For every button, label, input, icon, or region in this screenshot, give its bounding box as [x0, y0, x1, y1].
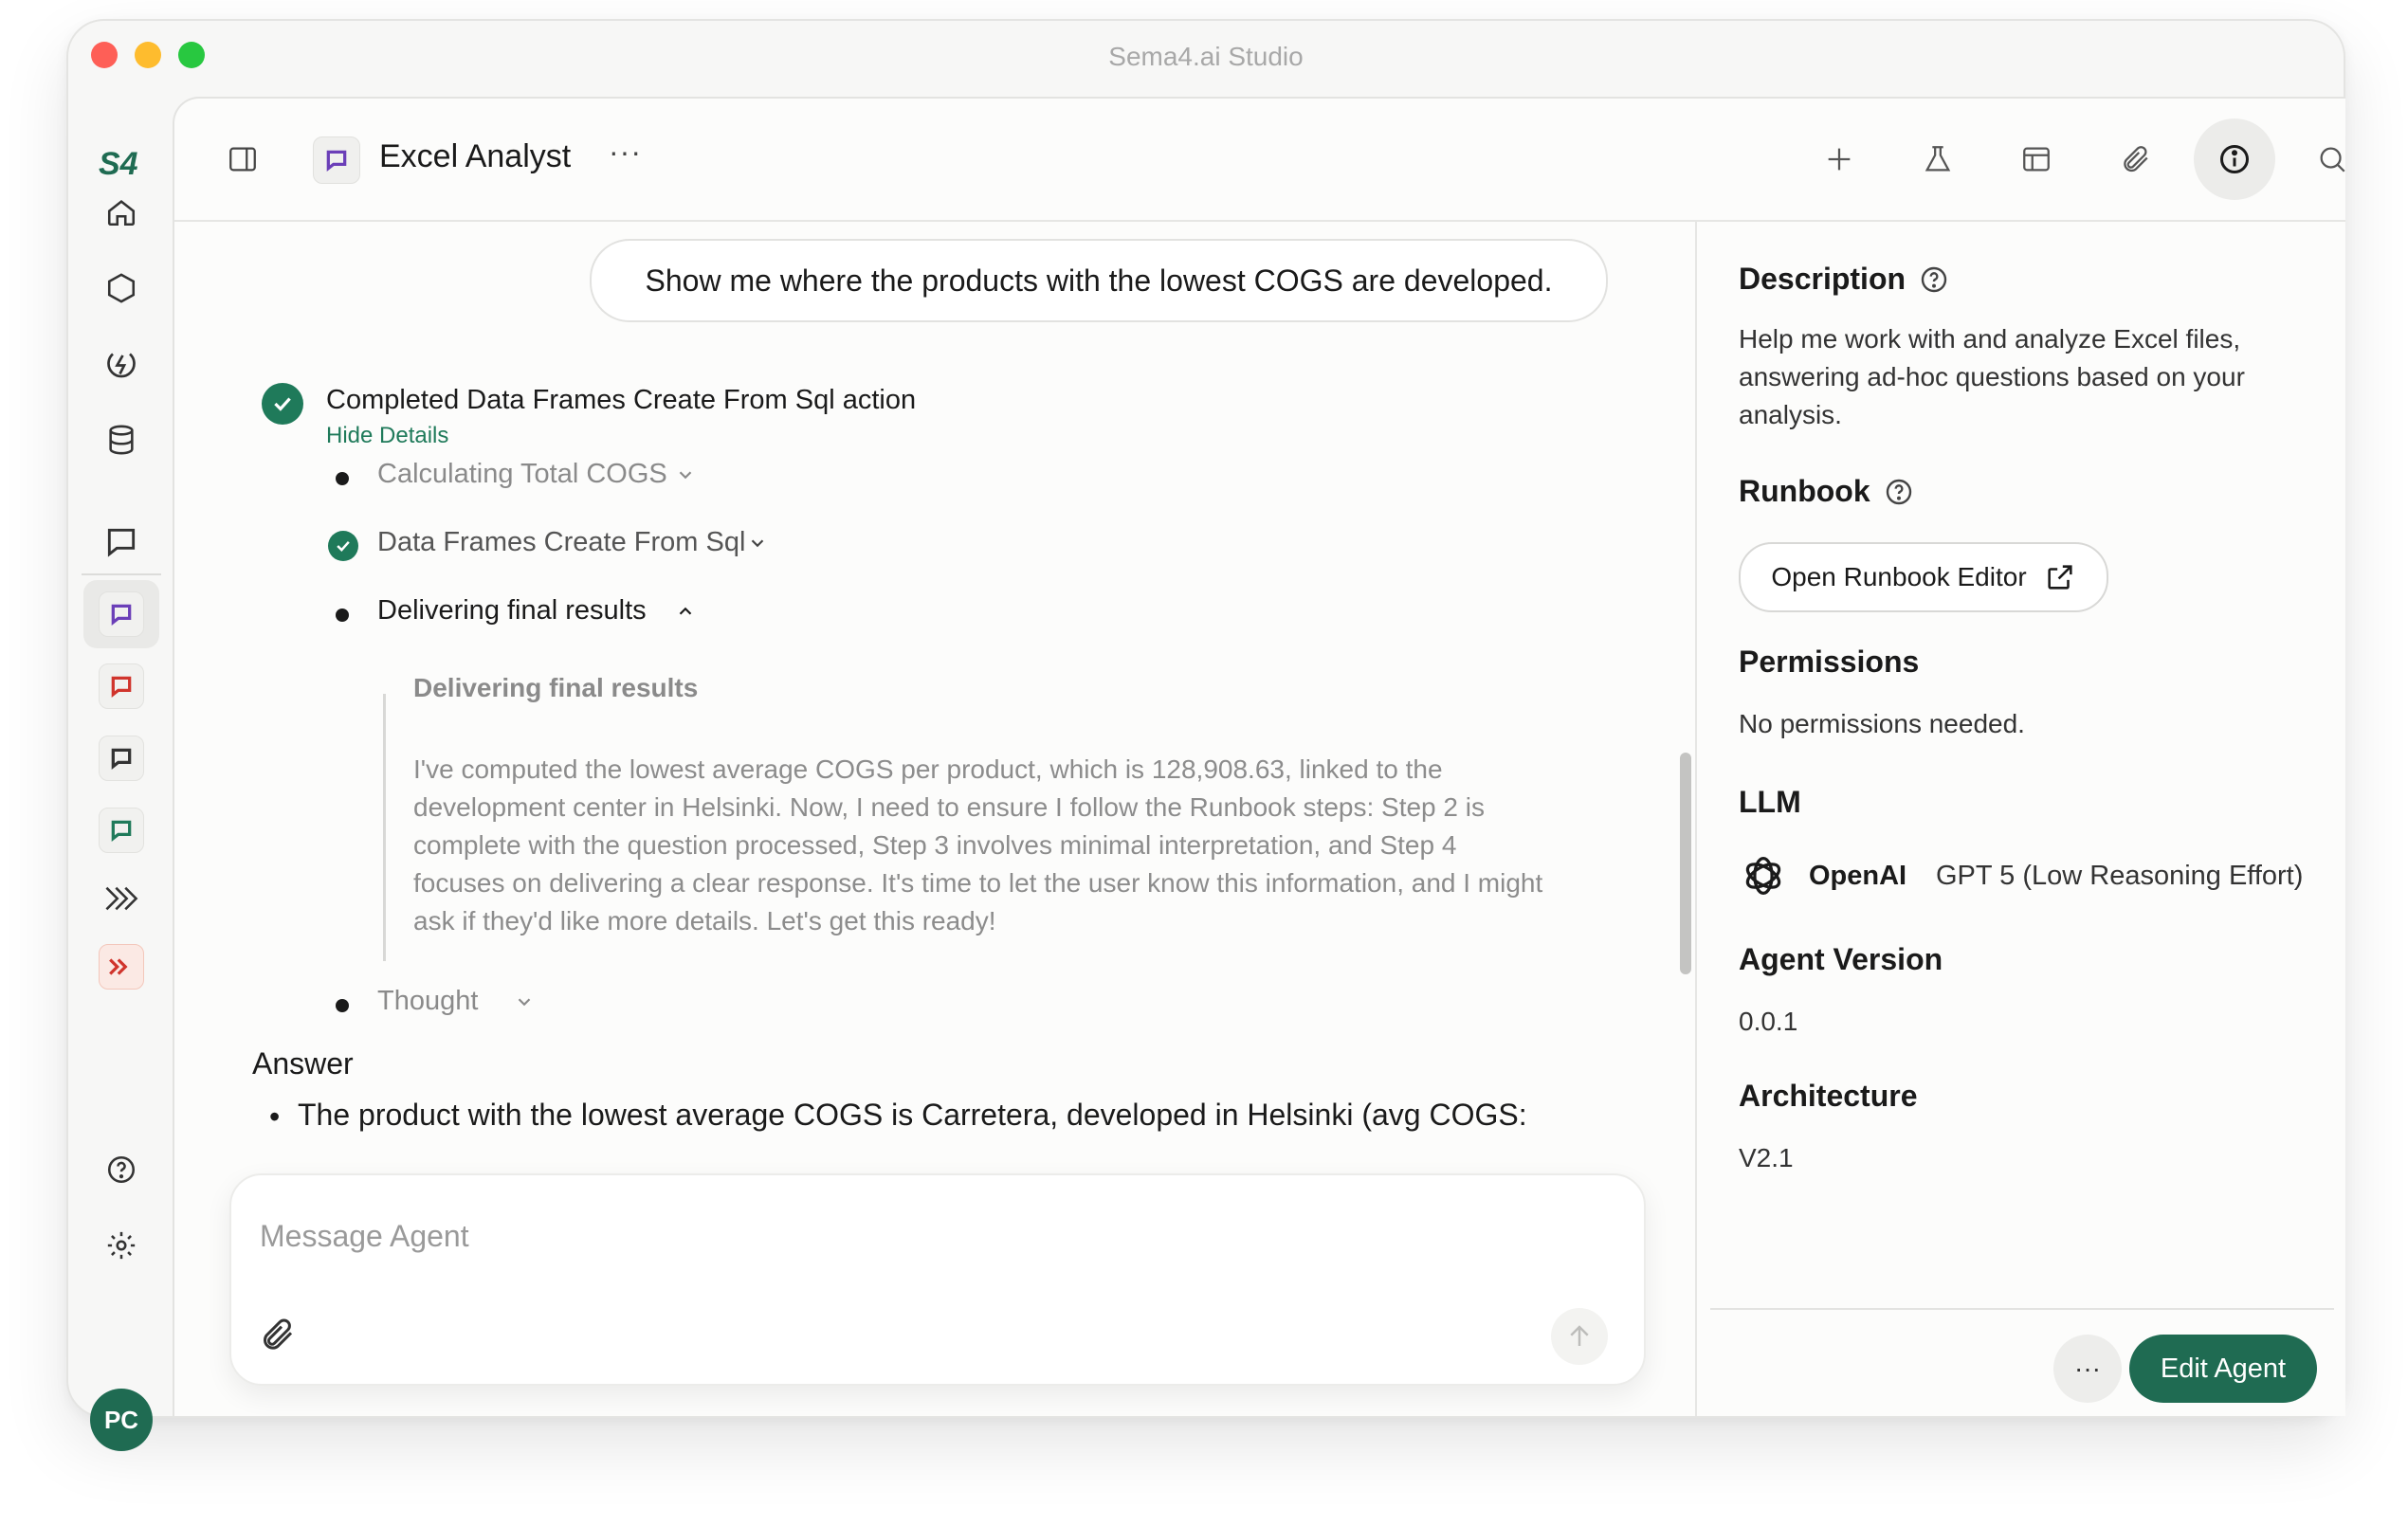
agent-orange[interactable]: [83, 933, 159, 1001]
reasoning-line: ask if they'd like more details. Let's get this ready!: [413, 906, 996, 936]
step-calculating-cogs[interactable]: Calculating Total COGS: [377, 459, 667, 489]
send-button[interactable]: [1551, 1308, 1608, 1365]
search-icon[interactable]: [2306, 133, 2359, 186]
step-bullet: [336, 609, 349, 622]
help-icon[interactable]: [83, 1135, 159, 1204]
agent-badge-icon: [313, 136, 360, 184]
window-title: Sema4.ai Studio: [1108, 42, 1304, 71]
step-data-frames[interactable]: Data Frames Create From Sql: [377, 527, 746, 557]
architecture-value: V2.1: [1739, 1143, 1794, 1172]
more-options-button[interactable]: ···: [2053, 1335, 2122, 1403]
chat-icon[interactable]: [83, 508, 159, 576]
llm-title: LLM: [1739, 785, 1801, 819]
chevrons-icon[interactable]: [83, 864, 159, 933]
chevron-down-icon[interactable]: [675, 464, 696, 485]
attach-icon[interactable]: [258, 1316, 296, 1353]
reasoning-title: Delivering final results: [413, 673, 699, 702]
actions-icon[interactable]: [83, 330, 159, 398]
agent-red[interactable]: [83, 652, 159, 720]
paperclip-icon[interactable]: [2108, 133, 2162, 186]
step-delivering-results[interactable]: Delivering final results: [377, 595, 647, 626]
open-runbook-editor-button[interactable]: [1739, 542, 2108, 612]
chevron-up-icon[interactable]: [675, 601, 696, 622]
version-title: Agent Version: [1739, 942, 1943, 976]
main-panel: [173, 97, 2345, 1416]
agent-excel-analyst[interactable]: [83, 580, 159, 648]
reasoning-line: complete with the question processed, Step 3 involves minimal interpretation, and Step 4: [413, 830, 1457, 860]
title-bar: [68, 21, 2344, 97]
step-check-icon: [328, 531, 358, 561]
agent-details-panel: [1695, 220, 2345, 1416]
permissions-text: No permissions needed.: [1739, 709, 2025, 738]
chat-scrollbar[interactable]: [1680, 753, 1691, 974]
user-message: Show me where the products with the lowest COGS are developed.: [590, 239, 1608, 322]
openai-icon: [1739, 851, 1788, 900]
llm-model: GPT 5 (Low Reasoning Effort): [1936, 861, 2304, 891]
action-status: Completed Data Frames Create From Sql action: [326, 385, 917, 415]
message-input[interactable]: Message Agent: [260, 1219, 469, 1253]
description-heading: [1739, 262, 1949, 297]
external-link-icon: [2044, 561, 2076, 593]
runbook-button-label: Open Runbook Editor: [1771, 562, 2027, 591]
description-text: Help me work with and analyze Excel files, answering ad-hoc questions based on your analysis.: [1739, 324, 2245, 429]
architecture-title: Architecture: [1739, 1079, 1918, 1113]
table-icon[interactable]: [2010, 133, 2063, 186]
home-icon[interactable]: [83, 178, 159, 246]
llm-provider: OpenAI: [1809, 861, 1907, 891]
reasoning-border: [383, 694, 386, 961]
svg-text:S4: S4: [99, 146, 138, 182]
hexagon-icon[interactable]: [83, 254, 159, 322]
completed-check-icon: [262, 383, 303, 425]
description-title: Description: [1739, 262, 1906, 296]
hide-details-link[interactable]: Hide Details: [326, 423, 449, 448]
chevron-down-icon[interactable]: [747, 533, 768, 554]
step-bullet: [336, 472, 349, 485]
panel-footer-divider: [1710, 1308, 2334, 1310]
step-thought[interactable]: Thought: [377, 986, 479, 1016]
runbook-heading: [1739, 474, 1914, 509]
step-bullet: [336, 999, 349, 1012]
runbook-title: Runbook: [1739, 474, 1870, 508]
help-icon[interactable]: [1919, 264, 1949, 295]
reasoning-line: development center in Helsinki. Now, I need to ensure I follow the Runbook steps: Step 2 is: [413, 792, 1485, 822]
help-icon[interactable]: [1884, 477, 1914, 507]
left-rail: [68, 97, 173, 1434]
reasoning-line: focuses on delivering a clear response. It's time to let the user know this information, and I might: [413, 868, 1543, 898]
toggle-sidebar-icon[interactable]: [224, 140, 262, 178]
message-composer[interactable]: [229, 1173, 1646, 1386]
answer-heading: Answer: [252, 1046, 354, 1081]
reasoning-text: [413, 751, 1608, 940]
chevron-down-icon[interactable]: [514, 991, 535, 1012]
reasoning-line: I've computed the lowest average COGS per product, which is 128,908.63, linked to the: [413, 754, 1443, 784]
edit-agent-button[interactable]: Edit Agent: [2129, 1335, 2317, 1403]
flask-icon[interactable]: [1911, 133, 1964, 186]
agent-name: Excel Analyst: [379, 138, 572, 174]
app-window: [66, 19, 2345, 1434]
user-avatar[interactable]: PC: [90, 1389, 153, 1451]
agent-more-button[interactable]: ···: [609, 135, 642, 169]
agent-green[interactable]: [83, 796, 159, 864]
agent-header: [174, 99, 2345, 222]
chat-thread: [174, 220, 1695, 1416]
answer-bullet-marker: •: [269, 1099, 281, 1134]
info-icon[interactable]: [2194, 118, 2275, 200]
permissions-title: Permissions: [1739, 645, 1920, 679]
agent-gray[interactable]: [83, 724, 159, 792]
answer-text: The product with the lowest average COGS is Carretera, developed in Helsinki (avg COGS:: [298, 1098, 1527, 1132]
settings-icon[interactable]: [83, 1211, 159, 1280]
new-chat-icon[interactable]: [1813, 133, 1866, 186]
database-icon[interactable]: [83, 406, 159, 474]
version-value: 0.0.1: [1739, 1007, 1798, 1036]
